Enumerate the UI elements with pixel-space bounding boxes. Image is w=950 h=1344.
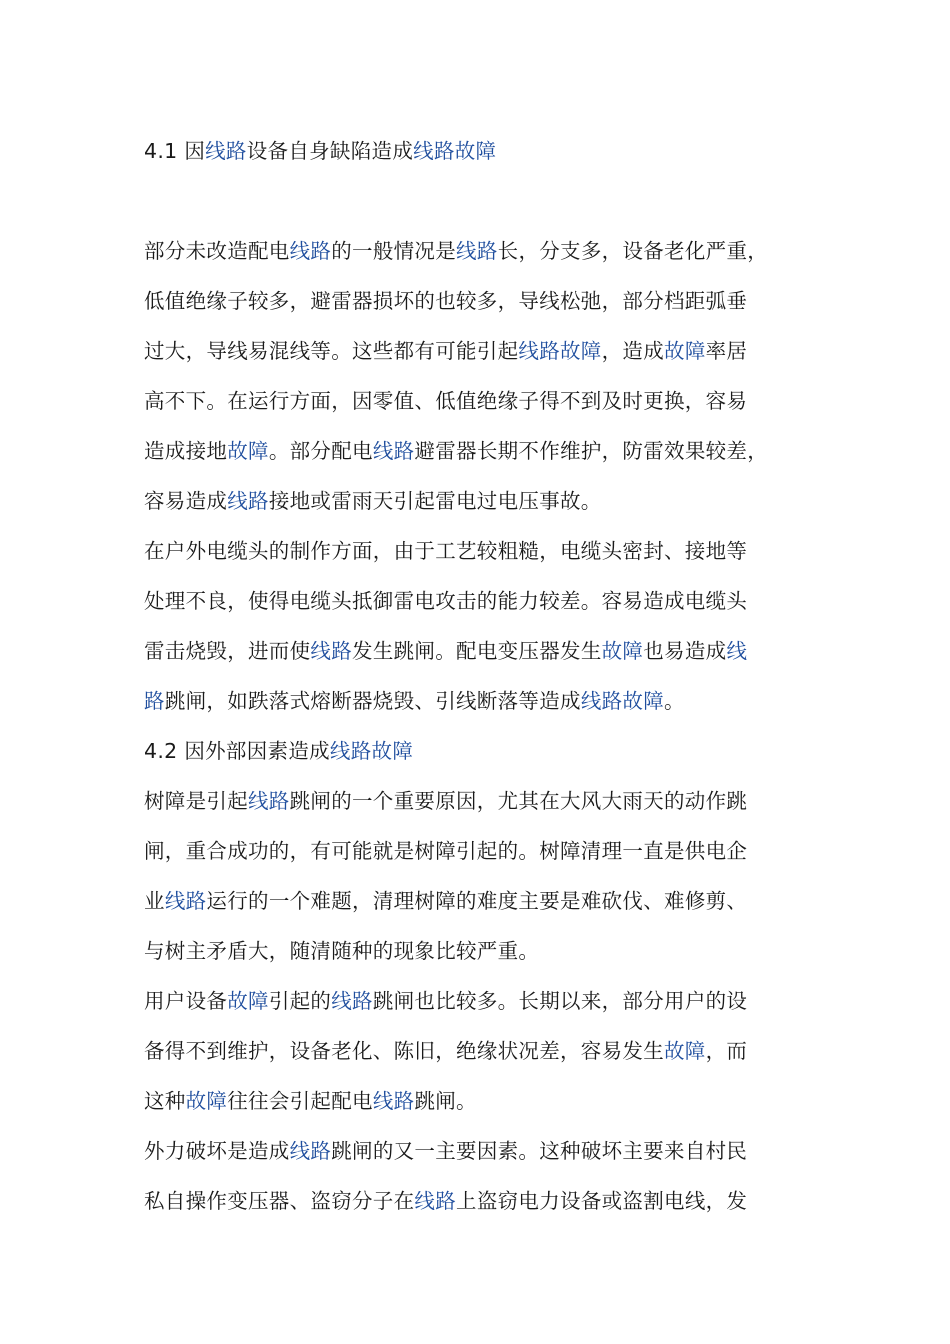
text-line [144,876,820,926]
text-segment: 业 [144,889,165,913]
text-segment: 跳闸也比较多。长期以来，部分用户的设 [372,989,748,1013]
keyword-link[interactable]: 故障 [664,339,706,363]
text-segment: ，造成 [601,339,665,363]
text-line [144,326,820,376]
text-line [144,626,820,676]
text-line [144,526,820,576]
text-segment: 备得不到维护，设备老化、陈旧，绝缘状况差，容易发生 [144,1039,664,1063]
keyword-link[interactable]: 线路 [289,239,332,263]
text-segment: 接地或雷雨天引起雷电过电压事故。 [268,489,602,513]
text-segment: 闸，重合成功的，有可能就是树障引起的。树障清理一直是供电企 [144,839,748,863]
text-segment: 跳闸的一个重要原因，尤其在大风大雨天的动作跳 [289,789,748,813]
text-line [144,676,820,726]
text-segment: 运行的一个难题，清理树障的难度主要是难砍伐、难修剪、 [206,889,748,913]
text-segment: 率居 [705,339,748,363]
document-body-continued [144,526,820,1226]
text-line [144,426,820,476]
text-segment: 跳闸的又一主要因素。这种破坏主要来自村民 [331,1139,748,1163]
text-segment: ，而 [705,1039,748,1063]
text-line [144,276,820,326]
text-line [144,726,820,776]
text-segment: 与树主矛盾大，随清随种的现象比较严重。 [144,939,540,963]
keyword-link[interactable]: 线路 [456,239,498,263]
text-segment: 长，分支多，设备老化严重， [497,239,769,263]
keyword-link[interactable]: 线路 [227,489,269,513]
text-line [144,126,820,176]
text-segment: 过大，导线易混线等。这些都有可能引起 [144,339,519,363]
text-line [144,376,820,426]
text-segment: 用户设备 [144,989,228,1013]
text-segment: 引起的 [268,989,332,1013]
keyword-link[interactable]: 线路故障 [518,339,602,363]
text-segment: 外力破坏是造成 [144,1139,290,1163]
keyword-link[interactable]: 故障 [227,989,269,1013]
text-line [144,226,820,276]
keyword-link[interactable]: 路 [144,689,165,713]
text-segment: 树障是引起 [144,789,248,813]
text-segment: 这种 [144,1089,186,1113]
keyword-link[interactable]: 线 [726,639,748,663]
text-segment: 私自操作变压器、盗窃分子在 [144,1189,415,1213]
text-segment: 避雷器长期不作维护，防雷效果较差， [414,439,769,463]
keyword-link[interactable]: 线路故障 [413,139,497,163]
text-segment: 。部分配电 [268,439,373,463]
keyword-link[interactable]: 故障 [664,1039,706,1063]
text-line [144,1126,820,1176]
text-segment: 雷击烧毁，进而使 [144,639,311,663]
text-line [144,476,820,526]
text-segment: 跳闸，如跌落式熔断器烧毁、引线断落等造成 [164,689,581,713]
text-segment: 发生跳闸。配电变压器发生 [352,639,602,663]
keyword-link[interactable]: 线路故障 [329,739,414,763]
text-line [144,826,820,876]
keyword-link[interactable]: 线路 [310,639,353,663]
text-segment: 处理不良，使得电缆头抵御雷电攻击的能力较差。容易造成电缆头 [144,589,748,613]
text-segment: 。 [664,689,685,713]
keyword-link[interactable]: 故障 [185,1089,228,1113]
text-segment: 上盗窃电力设备或盗割电线，发 [456,1189,748,1213]
text-segment: 部分未改造配电 [144,239,290,263]
keyword-link[interactable]: 线路 [372,439,415,463]
text-line [144,1176,820,1226]
text-line [144,1026,820,1076]
text-segment: 也易造成 [643,639,727,663]
text-line [144,976,820,1026]
text-segment: 往往会引起配电 [227,1089,373,1113]
text-segment: 跳闸。 [414,1089,477,1113]
keyword-link[interactable]: 线路 [248,789,290,813]
text-segment: 4.1 因 [144,139,206,163]
text-line [144,576,820,626]
keyword-link[interactable]: 故障 [601,639,644,663]
paragraph-unmodified-lines [144,226,820,526]
text-segment: 容易造成 [144,489,228,513]
keyword-link[interactable]: 线路故障 [580,689,665,713]
text-segment: 的一般情况是 [331,239,457,263]
keyword-link[interactable]: 线路 [164,889,207,913]
keyword-link[interactable]: 线路 [205,139,247,163]
text-line [144,1076,820,1126]
text-segment: 高不下。在运行方面，因零值、低值绝缘子得不到及时更换，容易 [144,389,748,413]
text-segment: 低值绝缘子较多，避雷器损坏的也较多，导线松弛，部分档距弧垂 [144,289,748,313]
keyword-link[interactable]: 线路 [414,1189,457,1213]
text-segment: 设备自身缺陷造成 [246,139,414,163]
text-line [144,776,820,826]
text-segment: 造成接地 [144,439,228,463]
text-line [144,926,820,976]
keyword-link[interactable]: 故障 [227,439,269,463]
keyword-link[interactable]: 线路 [289,1139,332,1163]
text-segment: 4.2 因外部因素造成 [144,739,330,763]
text-segment: 在户外电缆头的制作方面，由于工艺较粗糙，电缆头密封、接地等 [144,539,748,563]
section-heading-4-1 [144,126,820,176]
keyword-link[interactable]: 线路 [372,1089,415,1113]
keyword-link[interactable]: 线路 [331,989,373,1013]
